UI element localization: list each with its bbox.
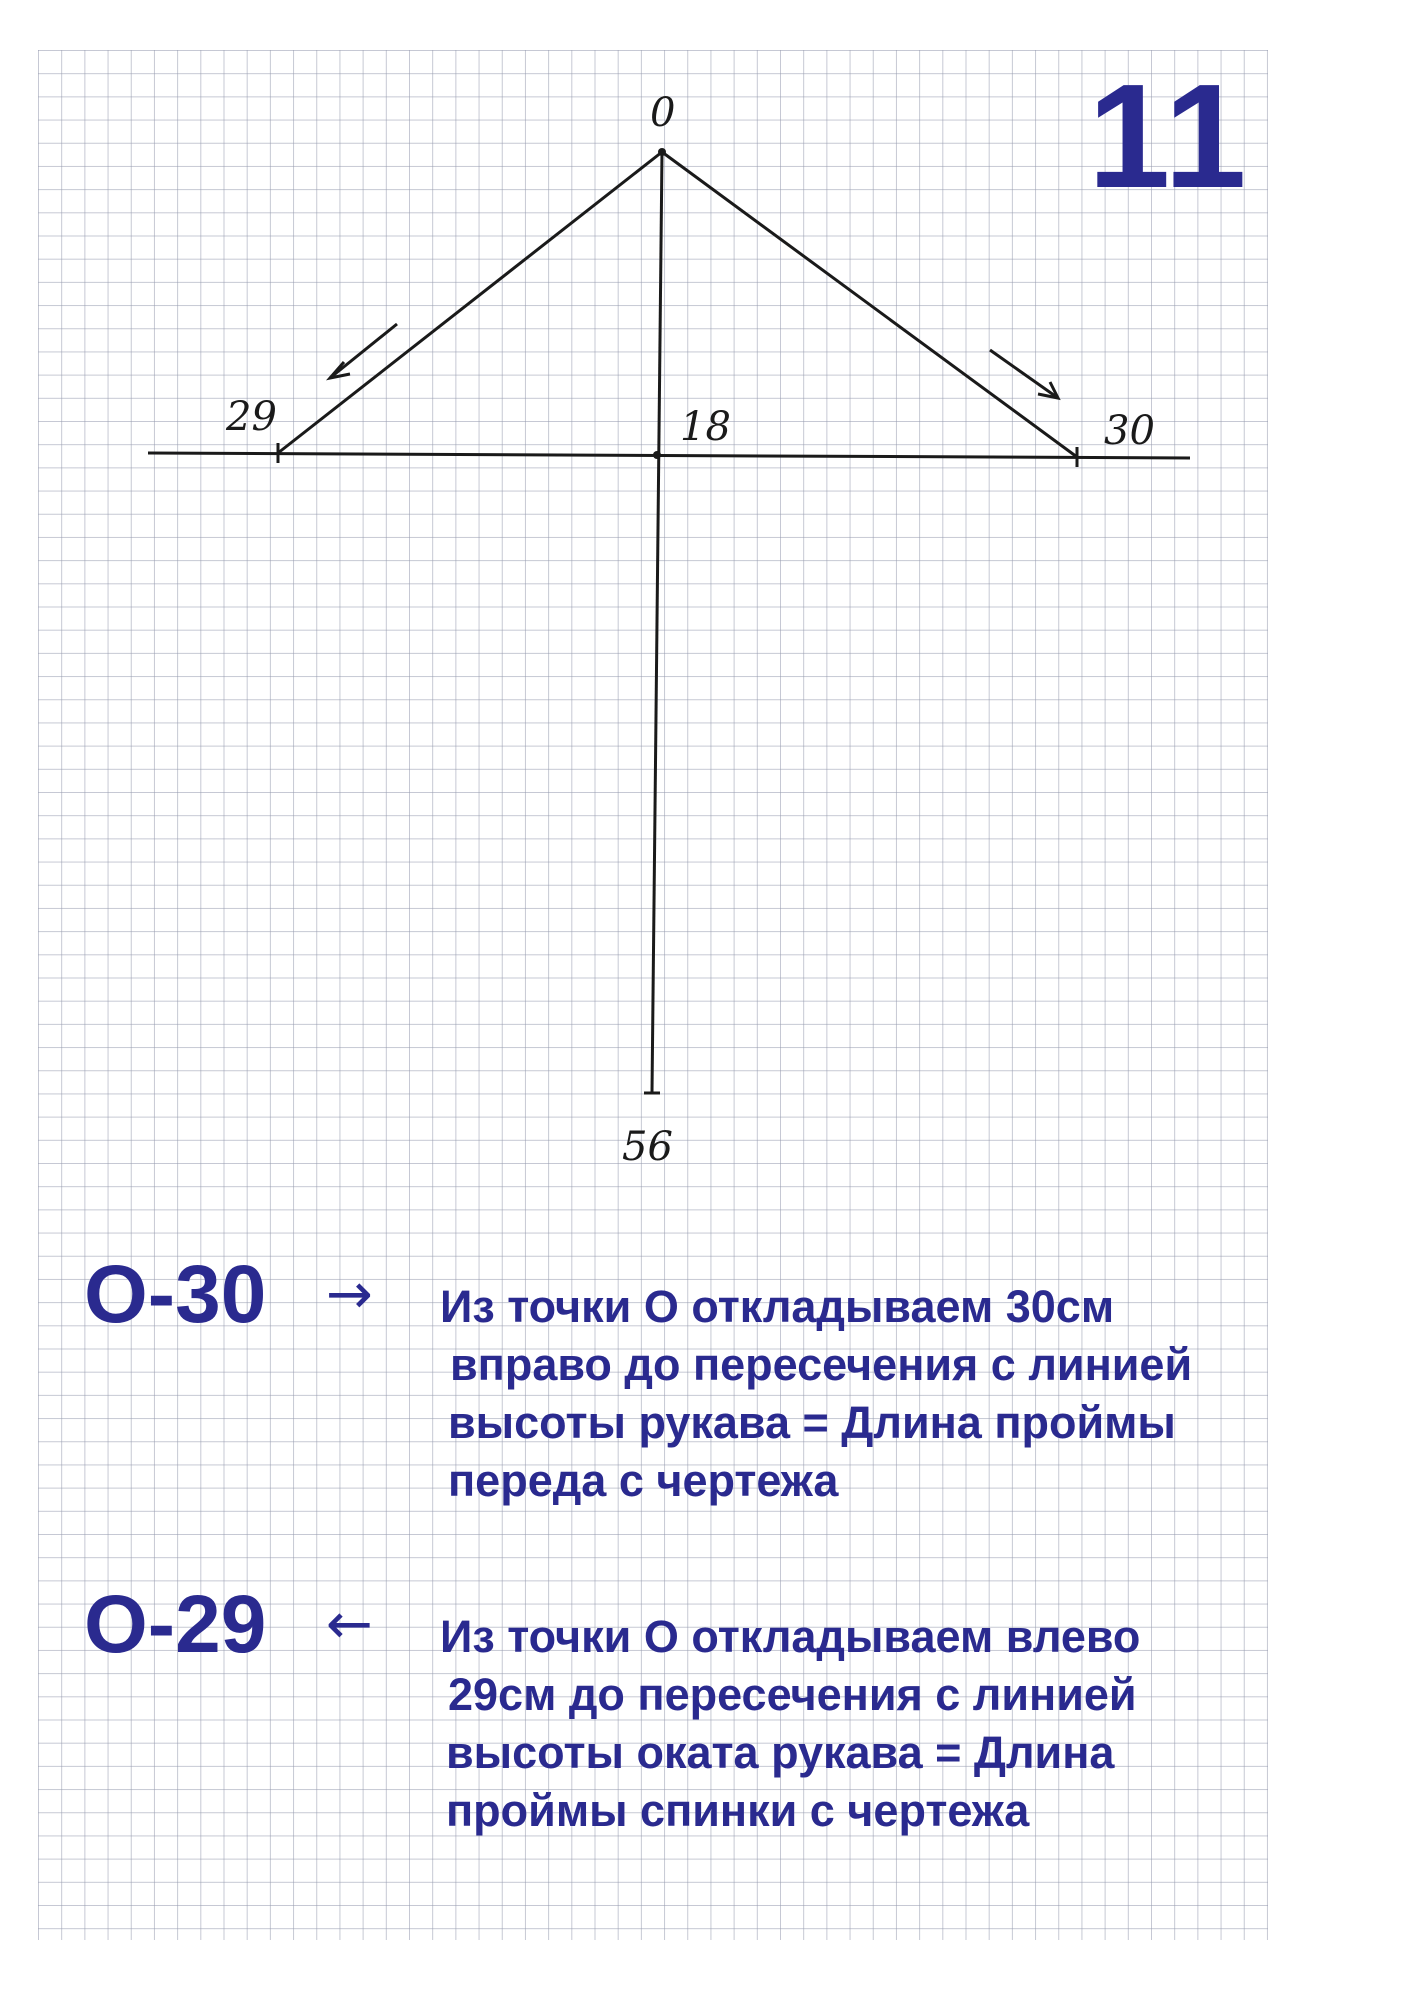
direction-arrow-left-icon [330,324,397,378]
horizontal-line [148,453,1190,458]
diagonal-left-line [278,152,662,453]
point-top-marker [658,148,666,156]
page-number: 11 [1088,54,1249,219]
step-2-description [440,1608,1140,1840]
step-1-line-3: высоты рукава = Длина проймы [448,1397,1176,1448]
step-1-line-1: Из точки О откладываем 30см [440,1281,1115,1332]
point-label-middle: 18 [680,404,731,450]
step-1-arrow-right-icon: → [326,1262,373,1327]
step-1-line-2: вправо до пересечения с линией [450,1339,1193,1390]
step-1-code: О-30 [84,1249,267,1340]
point-label-top: 0 [650,90,676,136]
point-middle-marker [653,451,661,459]
step-2-line-1: Из точки О откладываем влево [440,1611,1141,1662]
step-1-description [440,1278,1192,1510]
direction-arrow-right-icon [990,350,1058,398]
step-1-line-4: переда с чертежа [448,1455,839,1506]
point-label-right: 30 [1104,408,1155,454]
step-2-line-4: проймы спинки с чертежа [446,1785,1030,1836]
step-2-code: О-29 [84,1579,267,1670]
step-2-line-3: высоты оката рукава = Длина [446,1727,1115,1778]
vertical-center-line [652,152,662,1092]
point-label-left: 29 [226,394,277,440]
step-2-arrow-left-icon: ← [326,1592,373,1657]
point-label-bottom: 56 [622,1124,673,1170]
step-2-line-2: 29см до пересечения с линией [448,1669,1137,1720]
